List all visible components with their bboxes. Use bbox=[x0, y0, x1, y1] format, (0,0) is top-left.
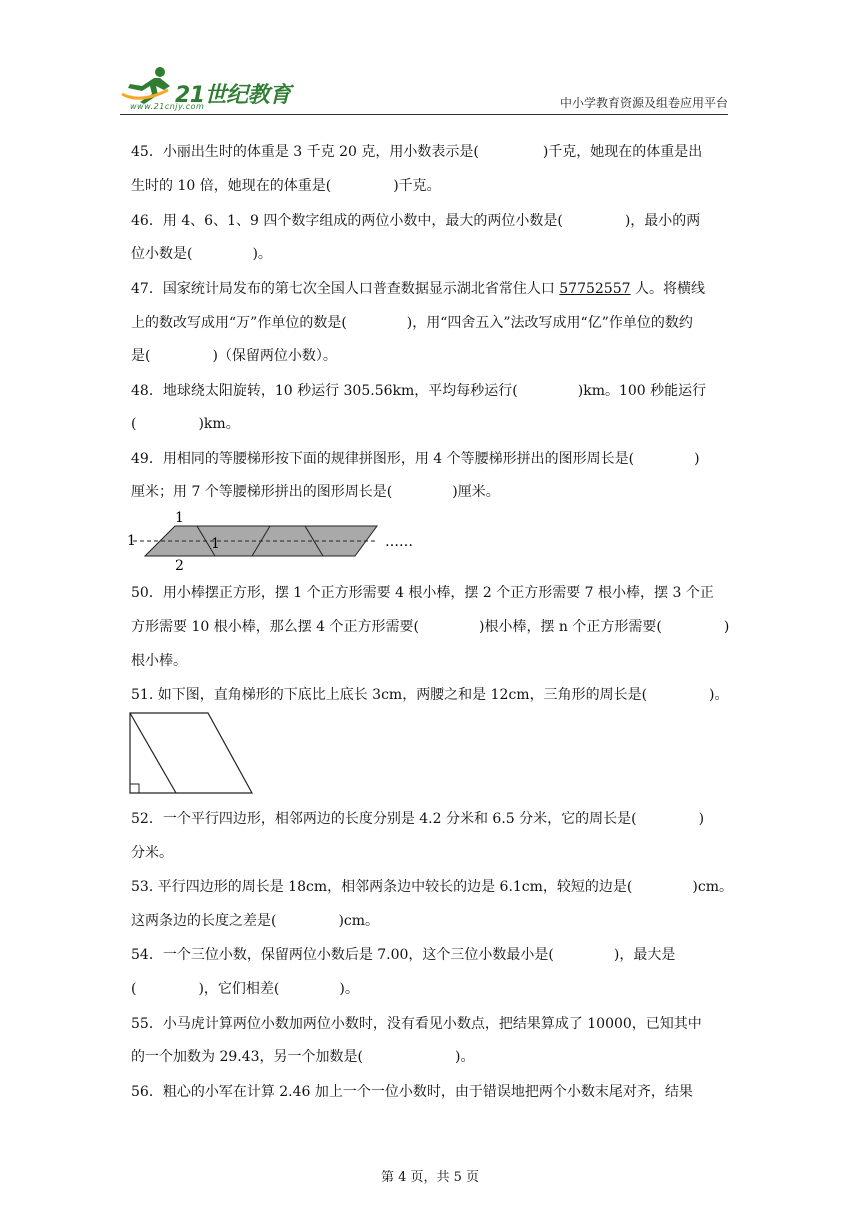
question-47-line-1: 47．国家统计局发布的第七次全国人口普查数据显示湖北省常住人口 57752557 人。将横线 bbox=[131, 281, 705, 297]
question-54-line-2: ( )，它们相差( )。 bbox=[131, 981, 359, 997]
question-50-line-2: 方形需要 10 根小棒，那么摆 4 个正方形需要( )根小棒，摆 n 个正方形需要( ) bbox=[131, 619, 730, 635]
logo bbox=[120, 64, 295, 114]
question-45-line-1: 45．小丽出生时的体重是 3 千克 20 克，用小数表示是( )千克，她现在的体重是出 bbox=[131, 144, 703, 160]
question-50-line-3: 根小棒。 bbox=[131, 653, 187, 669]
question-53-line-2: 这两条边的长度之差是( )cm。 bbox=[131, 913, 380, 929]
right-trapezoid-figure bbox=[128, 711, 258, 797]
page-header bbox=[120, 64, 728, 116]
header-divider bbox=[120, 114, 728, 115]
question-52-line-1: 52．一个平行四边形，相邻两边的长度分别是 4.2 分米和 6.5 分米，它的周长是( ) bbox=[131, 811, 705, 827]
logo-text: 21世纪教育 bbox=[175, 83, 291, 108]
platform-name: 中小学教育资源及组卷应用平台 bbox=[559, 96, 728, 110]
question-47-line-2: 上的数改写成用“万”作单位的数是( )，用“四舍五入”法改写成用“亿”作单位的数约 bbox=[131, 315, 693, 331]
question-46-line-2: 位小数是( )。 bbox=[131, 246, 272, 262]
question-55-line-1: 55．小马虎计算两位小数加两位小数时，没有看见小数点，把结果算成了 10000，已知其中 bbox=[131, 1016, 702, 1032]
fig-label-middle: 1 bbox=[211, 536, 220, 552]
question-49-line-2: 厘米；用 7 个等腰梯形拼出的图形周长是( )厘米。 bbox=[131, 484, 500, 500]
logo-url: www.21cnjy.com bbox=[130, 102, 205, 111]
question-55-line-2: 的一个加数为 29.43，另一个加数是( )。 bbox=[131, 1049, 475, 1065]
question-56-line-1: 56．粗心的小军在计算 2.46 加上一个一位小数时，由于错误地把两个小数末尾对齐，结果 bbox=[131, 1084, 693, 1100]
question-53-line-1: 53. 平行四边形的周长是 18cm，相邻两条边中较长的边是 6.1cm，较短的边是( )cm。 bbox=[131, 879, 733, 895]
fig-label-left: 1 bbox=[127, 533, 136, 549]
question-48-line-2: ( )km。 bbox=[131, 416, 240, 432]
question-46-line-1: 46．用 4、6、1、9 四个数字组成的两位小数中，最大的两位小数是( )，最小的两 bbox=[131, 213, 701, 229]
question-50-line-1: 50．用小棒摆正方形，摆 1 个正方形需要 4 根小棒，摆 2 个正方形需要 7 根小棒，摆 3 个正 bbox=[131, 585, 714, 601]
population-number: 57752557 bbox=[559, 281, 631, 297]
question-51-line-1: 51. 如下图，直角梯形的下底比上底长 3cm，两腰之和是 12cm，三角形的周长是( )。 bbox=[131, 687, 729, 703]
fig-ellipsis: …… bbox=[385, 534, 413, 550]
runner-logo-icon bbox=[120, 64, 180, 106]
trapezoid-pattern-figure bbox=[125, 508, 425, 572]
question-54-line-1: 54．一个三位小数，保留两位小数后是 7.00，这个三位小数最小是( )，最大是 bbox=[131, 947, 676, 963]
question-49-line-1: 49．用相同的等腰梯形按下面的规律拼图形，用 4 个等腰梯形拼出的图形周长是( ) bbox=[131, 451, 700, 467]
question-45-line-2: 生时的 10 倍，她现在的体重是( )千克。 bbox=[131, 178, 441, 194]
right-angle-mark bbox=[130, 784, 139, 793]
fig-label-bottom: 2 bbox=[175, 558, 184, 572]
fig-label-top: 1 bbox=[175, 510, 184, 526]
question-47-line-3: 是( )（保留两位小数）。 bbox=[131, 348, 337, 364]
question-52-line-2: 分米。 bbox=[131, 845, 173, 861]
question-48-line-1: 48．地球绕太阳旋转，10 秒运行 305.56km，平均每秒运行( )km。100 秒能运行 bbox=[131, 383, 707, 399]
page-number: 第 4 页，共 5 页 bbox=[380, 1170, 480, 1185]
